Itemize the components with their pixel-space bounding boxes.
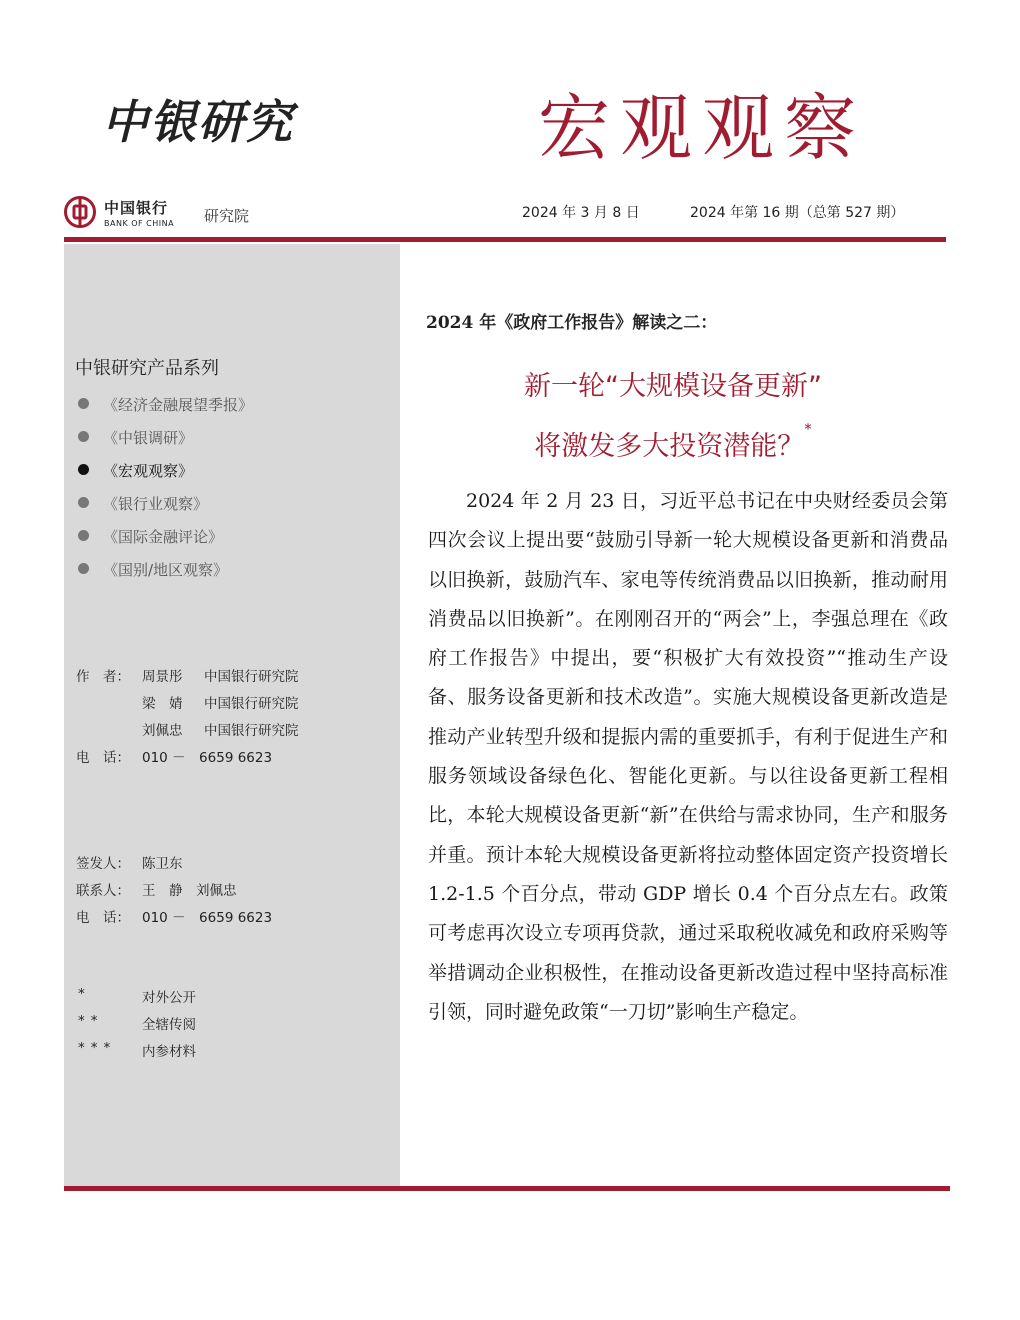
contact-label: 联系人： <box>76 883 130 899</box>
product-series-item <box>76 460 253 493</box>
authors-label: 作 者： <box>76 669 130 685</box>
classification-label: 内参材料 <box>142 1044 196 1060</box>
publication-date: 2024 年 3 月 8 日 <box>522 205 640 221</box>
report-subtitle: 2024 年《政府工作报告》解读之二： <box>426 313 718 333</box>
author-name: 刘佩忠 <box>142 723 183 739</box>
phone-number: 010 － 6659 6623 <box>142 750 273 766</box>
issue-number: 2024 年第 16 期（总第 527 期） <box>690 205 905 221</box>
signer-name: 陈卫东 <box>142 856 183 872</box>
product-series-item <box>76 526 253 559</box>
header-divider <box>64 237 946 242</box>
product-series-item <box>76 427 253 460</box>
bullet-icon <box>78 563 89 574</box>
report-title-text: 新一轮“大规模设备更新” <box>524 371 822 402</box>
bank-name-cn: 中国银行 <box>104 199 169 217</box>
institute-label: 研究院 <box>204 207 250 225</box>
signer-label: 签发人： <box>76 856 130 872</box>
bullet-icon <box>78 497 89 508</box>
bullet-icon <box>78 464 89 475</box>
bullet-icon <box>78 398 89 409</box>
product-series-item <box>76 559 253 592</box>
product-series-item <box>76 493 253 526</box>
bank-of-china-emblem-icon <box>64 196 96 228</box>
product-series-label: 《经济金融展望季报》 <box>103 396 254 414</box>
phone-label: 电 话： <box>76 910 130 926</box>
author-org: 中国银行研究院 <box>204 723 299 739</box>
product-series-label: 《中银调研》 <box>103 429 194 447</box>
report-title-text: 将激发多大投资潜能？ <box>534 431 805 462</box>
product-series-label: 《银行业观察》 <box>103 495 209 513</box>
classification-mark: * <box>78 986 85 1002</box>
phone-number: 010 － 6659 6623 <box>142 910 273 926</box>
bullet-icon <box>78 431 89 442</box>
research-logo: 中银研究 <box>102 95 294 149</box>
product-series-label: 《国际金融评论》 <box>103 528 224 546</box>
author-org: 中国银行研究院 <box>204 669 299 685</box>
author-name: 梁 婧 <box>142 696 183 712</box>
author-org: 中国银行研究院 <box>204 696 299 712</box>
series-title: 宏观观察 <box>538 86 867 170</box>
classification-mark: *** <box>78 1040 117 1056</box>
bullet-icon <box>78 530 89 541</box>
classification-label: 对外公开 <box>142 990 196 1006</box>
product-series-label: 《宏观观察》 <box>103 462 194 480</box>
product-series-heading: 中银研究产品系列 <box>75 358 219 379</box>
title-footnote-mark: * <box>804 420 812 438</box>
bank-name-en: BANK OF CHINA <box>104 219 175 228</box>
report-title-line1 <box>400 364 946 403</box>
classification-label: 全辖传阅 <box>142 1017 196 1033</box>
product-series-label: 《国别/地区观察》 <box>103 561 229 579</box>
footer-divider <box>64 1186 950 1191</box>
phone-label: 电 话： <box>76 750 130 766</box>
classification-mark: ** <box>78 1013 104 1029</box>
report-title-line2 <box>400 420 946 463</box>
product-series-item <box>76 394 253 427</box>
author-name: 周景彤 <box>142 669 183 685</box>
contact-names: 王 静 刘佩忠 <box>142 883 237 899</box>
product-series-list <box>76 394 253 592</box>
report-body-paragraph: 2024 年 2 月 23 日，习近平总书记在中央财经委员会第四次会议上提出要“鼓励引导新一轮大规模设备更新和消费品以旧换新，鼓励汽车、家电等传统消费品以旧换新，推动耐用消费品以旧换新”。在刚刚召开的“两会”上，李强总理在《政府工作报告》中提出，要“积极扩大有效投资”“推动生产设备、服务设备更新和技术改造”。实施大规模设备更新改造是推动产业转型升级和提振内需的重要抓手，有利于促进生产和服务领域设备绿色化、智能化更新。与以往设备更新工程相比，本轮大规模设备更新“新”在供给与需求协同，生产和服务并重。预计本轮大规模设备更新将拉动整体固定资产投资增长 1.2-1.5 个百分点，带动 GDP 增长 0.4 个百分点左右。政策可考虑再次设立专项再贷款，通过采取税收减免和政府采购等举措调动企业积极性，在推动设备更新改造过程中坚持高标准引领，同时避免政策“一刀切”影响生产稳定。 <box>428 490 948 1023</box>
